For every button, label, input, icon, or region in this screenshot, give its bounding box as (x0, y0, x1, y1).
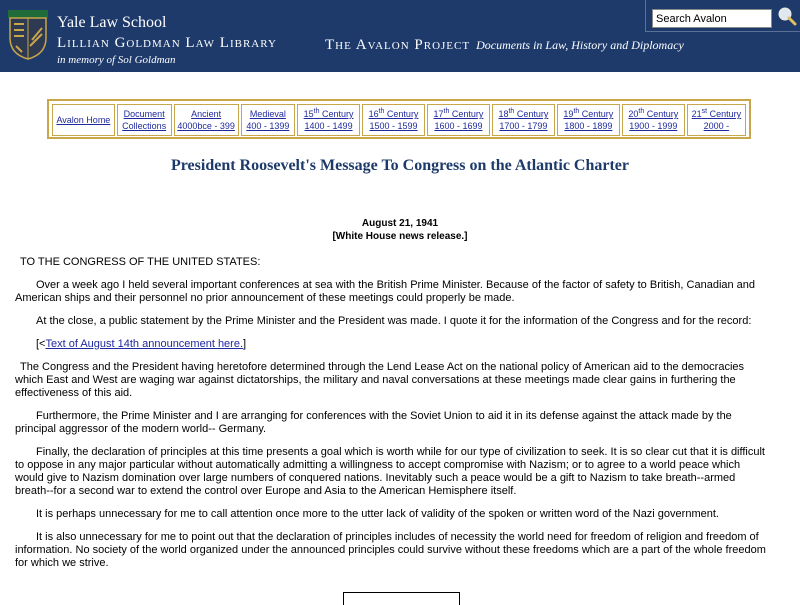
search-area (645, 0, 800, 32)
salutation: TO THE CONGRESS OF THE UNITED STATES: (20, 256, 261, 268)
paragraph: The Congress and the President having heretofore determined through the Lend Lease Act on the national policy of American aid to the democracies which East and West are waging war against dictatorships, the military and naval conversations at these meetings made clear gains in furthering the effectiveness of this aid. (15, 361, 745, 399)
nav-15th-century[interactable]: 15th Century 1400 - 1499 (297, 104, 360, 136)
nav-21st-century[interactable]: 21st Century 2000 - (687, 104, 746, 136)
project-heading (325, 37, 684, 54)
announcement-link-line: [<Text of August 14th announcement here.] (36, 338, 247, 350)
magnifier-icon[interactable] (777, 6, 797, 26)
nav-18th-century[interactable]: 18th Century 1700 - 1799 (492, 104, 555, 136)
yale-shield-icon[interactable] (8, 10, 48, 60)
document-date: August 21, 1941 (361, 218, 439, 229)
nav-ancient[interactable]: Ancient 4000bce - 399 (174, 104, 239, 136)
search-input[interactable] (652, 9, 772, 28)
footer-frame (343, 592, 460, 605)
paragraph: It is perhaps unnecessary for me to call attention once more to the utter lack of validity of the spoken or written word of the Nazi government. (36, 508, 719, 520)
nav-avalon-home[interactable]: Avalon Home (52, 104, 115, 136)
document-source: [White House news release.] (332, 231, 468, 242)
site-header (0, 0, 800, 72)
paragraph: At the close, a public statement by the Prime Minister and the President was made. I quote it for the information of the Congress and for the record: (36, 315, 752, 327)
announcement-link[interactable]: Text of August 14th announcement here. (45, 338, 244, 350)
paragraph: Over a week ago I held several important conferences at sea with the British Prime Minister. Because of the factor of safety to British, Canadian and American ships and their personnel no prior announcement of these meetings could properly be made. (15, 279, 756, 304)
paragraph: Finally, the declaration of principles at this time presents a goal which is worth while for our type of civilization to seek. It is so clear cut that it is difficult to oppose in any major particular without automatically admitting a willingness to accept compromise with Nazism; or to agree to a world peace which would give to Nazism domination over large numbers of conquered nations. Inevitably such a peace would be a gift to Nazism to take breath--armed breath--for a second war to extend the control over Europe and Asia to the American Hemisphere itself. (15, 446, 765, 497)
nav-19th-century[interactable]: 19th Century 1800 - 1899 (557, 104, 620, 136)
nav-table (50, 102, 748, 138)
nav-20th-century[interactable]: 20th Century 1900 - 1999 (622, 104, 685, 136)
century-navigation (47, 99, 751, 139)
nav-medieval[interactable]: Medieval 400 - 1399 (241, 104, 295, 136)
page-title: President Roosevelt's Message To Congress on the Atlantic Charter (170, 157, 630, 174)
school-name: Yale Law School (57, 14, 167, 31)
document-body (15, 256, 770, 580)
document-dateline (0, 217, 800, 243)
nav-16th-century[interactable]: 16th Century 1500 - 1599 (362, 104, 425, 136)
nav-document-collections[interactable]: Document Collections (117, 104, 172, 136)
project-tagline: Documents in Law, History and Diplomacy (476, 38, 684, 52)
library-name: Lillian Goldman Law Library (57, 35, 277, 51)
paragraph: It is also unnecessary for me to point out that the declaration of principles includes of necessity the world need for freedom of religion and freedom of information. No society of the world organized under the announced principles could survive without these freedoms which are a part of the whole freedom for which we strive. (15, 531, 766, 569)
memorial-note: in memory of Sol Goldman (57, 54, 176, 66)
paragraph: Furthermore, the Prime Minister and I are arranging for conferences with the Soviet Union to aid it in its defense against the attack made by the principal aggressor of the modern world-- Germany. (15, 410, 732, 435)
project-title[interactable]: The Avalon Project (325, 37, 471, 53)
nav-17th-century[interactable]: 17th Century 1600 - 1699 (427, 104, 490, 136)
